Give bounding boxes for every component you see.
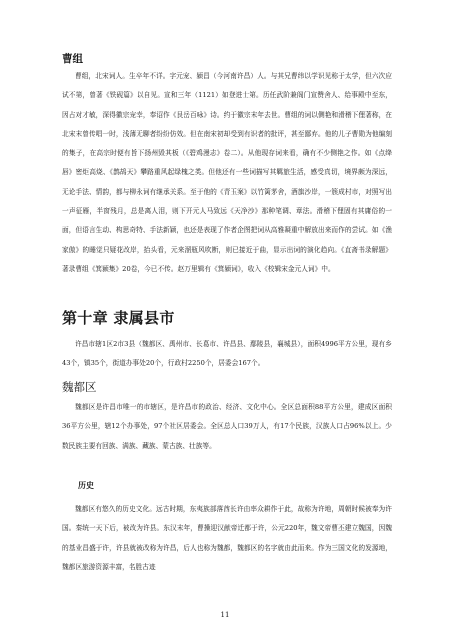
chapter-heading: 第十章 隶属县市 <box>62 309 175 327</box>
paragraph-chapter-intro: 许昌市辖1区2市3县（魏都区、禹州市、长葛市、许昌县、鄢陵县，襄城县），面积4996平方公里，现有乡43个，镇35个，街道办事处20个，行政村2250个，居委会167个。 <box>62 340 392 368</box>
subsection-heading-history: 历史 <box>78 481 94 490</box>
paragraph-history: 魏都区有悠久的历史文化。远古时期，东夷族部落酋长许由率众耕作于此，故称为许地，周朝时候被奉为许国。秦统一天下后，被改为许县。东汉末年，曹操迎汉献帝迁都于许，公元220年，魏文帝曹丕建立魏国，因魏的基业昌盛于许，许县就被改称为许昌，后人也称为魏都，魏都区的名字就由此而来。作为三国文化的发源地，魏都区旅游资源丰富，名胜古迹 <box>62 505 392 571</box>
section-heading-cao-zu: 曹组 <box>62 53 83 65</box>
section-heading-weidu-district: 魏都区 <box>62 380 97 394</box>
paragraph-cao-zu-biography: 曹组，北宋词人。生卒年不详。字元宠、颍昌（今河南许昌）人。与其兄曹纬以学识见称于太学，但六次应试不第，曾著《铁砚篇》以自见。宣和三年（1121）如登进士第。历任武阶兼阁门宣赞舍人、给事殿中至东，因占对才敏，深得徽宗宠幸，奉诏作《艮岳百咏》诗。约于徽宗末年去世。曹组的词以侧艳和滑稽下俚著称，在北宋末曾传唱一时，浅薄无聊者纷纷仿效。但在南宋初却受到有识者的批评，甚至鄙弃。他的儿子曹勋为他编刻的集子，在高宗时便有旨下扬州毁其板（《碧鸡漫志》卷二）。从他现存词来看，确有不少侧艳之作。如《点绛唇》密炬高烧、《鹊鸪天》攀路重风起绿槐之类。但他还有一些词描写其羁旅生活，感受真切，境界颇为深远，无论手法、情韵，都与柳永词有继承关系。至于他的《青玉案》以竹篱茅舍，酒旗沙岸，一簇成村市，对照写出一声征雁，半窗残月，总是离人泪，则下开元人马致远《天净沙》那种笔调、章法。滑稽下俚固有其庸俗的一面，但语言生动、构思奇特、手法新颖，也还是表现了作者企图把词从高雅凝重中解放出来而作的尝试。如《渔家傲》的睡觉只疑花改岸，抬头看，元来溜瓶风吹断，则已接近于曲，显示出词的演化趋向。《直斋书录解题》著录曹组《箕颍集》20卷，今已不传。赵万里辑有《箕颍词》，收入《校辑宋金元人词》中。 <box>62 72 392 273</box>
page-number: 11 <box>220 611 230 619</box>
paragraph-weidu-overview: 魏都区是许昌市唯一的市辖区，是许昌市的政治、经济、文化中心。全区总面积88平方公里，建成区面积36平方公里，辖12个办事处，97个社区居委会。全区总人口39万人，有17个民族，汉族人口占96%以上。少数民族主要有回族、满族、藏族、蒙古族、壮族等。 <box>62 403 392 450</box>
